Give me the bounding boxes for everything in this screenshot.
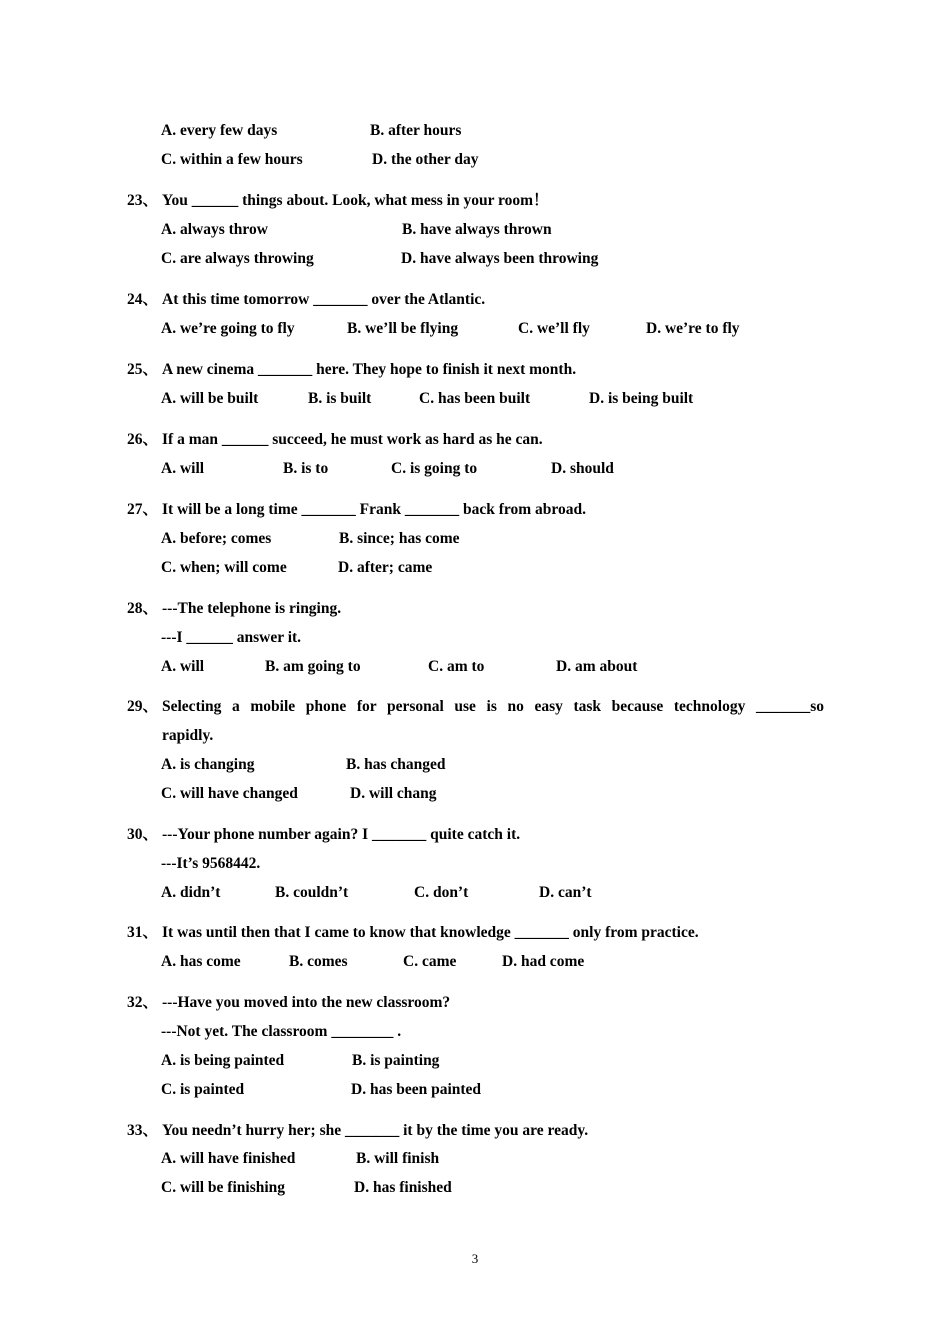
- option-a: A. will have finished: [161, 1150, 296, 1167]
- question-stem: ---The telephone is ringing.: [162, 600, 342, 617]
- question-stem: It will be a long time _______ Frank _______ back from abroad.: [162, 501, 586, 518]
- option-d: D. after; came: [338, 559, 433, 576]
- option-d: D. had come: [502, 953, 585, 970]
- option-b: B. couldn’t: [275, 884, 349, 901]
- question-number: 29、: [127, 698, 159, 715]
- question-number: 25、: [127, 361, 159, 378]
- option-b: B. comes: [289, 953, 348, 970]
- option-c: C. within a few hours: [161, 151, 303, 168]
- question-stem-line-2: rapidly.: [162, 727, 214, 744]
- question-stem: ---Have you moved into the new classroom?: [162, 994, 451, 1011]
- option-b: B. is to: [283, 460, 329, 477]
- option-d: D. should: [551, 460, 614, 477]
- option-c: C. we’ll fly: [518, 320, 590, 337]
- option-d: D. can’t: [539, 884, 592, 901]
- option-a: A. will: [161, 460, 205, 477]
- question-number: 23、: [127, 192, 159, 209]
- option-a: A. will be built: [161, 390, 259, 407]
- question-number: 26、: [127, 431, 159, 448]
- option-a: A. we’re going to fly: [161, 320, 295, 337]
- option-c: C. came: [403, 953, 457, 970]
- option-d: D. am about: [556, 658, 638, 675]
- option-b: B. is built: [308, 390, 372, 407]
- option-b: B. we’ll be flying: [347, 320, 459, 337]
- question-stem: It was until then that I came to know that knowledge _______ only from practice.: [162, 924, 699, 941]
- option-a: A. every few days: [161, 122, 278, 139]
- option-b: B. have always thrown: [402, 221, 552, 238]
- option-a: A. is being painted: [161, 1052, 285, 1069]
- option-a: A. before; comes: [161, 530, 272, 547]
- question-stem: If a man ______ succeed, he must work as hard as he can.: [162, 431, 543, 448]
- option-d: D. has finished: [354, 1179, 452, 1196]
- question-stem: A new cinema _______ here. They hope to finish it next month.: [162, 361, 577, 378]
- option-d: D. have always been throwing: [401, 250, 599, 267]
- option-c: C. when; will come: [161, 559, 287, 576]
- page-number: 3: [471, 1251, 479, 1266]
- option-d: D. we’re to fly: [646, 320, 740, 337]
- question-stem: ---Your phone number again? I _______ quite catch it.: [162, 826, 521, 843]
- question-number: 24、: [127, 291, 159, 308]
- option-b: B. since; has come: [339, 530, 460, 547]
- option-b: B. will finish: [356, 1150, 440, 1167]
- question-number: 33、: [127, 1122, 159, 1139]
- option-a: A. will: [161, 658, 205, 675]
- question-stem: You ______ things about. Look, what mess in your room！: [162, 192, 549, 209]
- option-c: C. will be finishing: [161, 1179, 286, 1196]
- option-d: D. has been painted: [351, 1081, 482, 1098]
- question-number: 30、: [127, 826, 159, 843]
- question-stem: You needn’t hurry her; she _______ it by the time you are ready.: [162, 1122, 589, 1139]
- option-d: D. the other day: [372, 151, 479, 168]
- option-d: D. is being built: [589, 390, 694, 407]
- question-stem-line-2: ---I ______ answer it.: [161, 629, 302, 646]
- option-a: A. didn’t: [161, 884, 221, 901]
- question-stem: Selecting a mobile phone for personal use is no easy task because technology _______so: [162, 698, 824, 715]
- option-d: D. will chang: [350, 785, 437, 802]
- question-number: 27、: [127, 501, 159, 518]
- question-stem-line-2: ---Not yet. The classroom ________ .: [161, 1023, 402, 1040]
- option-c: C. am to: [428, 658, 485, 675]
- option-b: B. after hours: [370, 122, 462, 139]
- option-a: A. is changing: [161, 756, 255, 773]
- option-c: C. is painted: [161, 1081, 245, 1098]
- option-a: A. has come: [161, 953, 241, 970]
- option-c: C. is going to: [391, 460, 478, 477]
- question-stem: At this time tomorrow _______ over the Atlantic.: [162, 291, 486, 308]
- option-c: C. has been built: [419, 390, 531, 407]
- question-number: 28、: [127, 600, 159, 617]
- option-b: B. am going to: [265, 658, 361, 675]
- question-stem-line-2: ---It’s 9568442.: [161, 855, 261, 872]
- question-number: 32、: [127, 994, 159, 1011]
- option-a: A. always throw: [161, 221, 268, 238]
- option-b: B. has changed: [346, 756, 446, 773]
- question-number: 31、: [127, 924, 159, 941]
- option-c: C. don’t: [414, 884, 469, 901]
- option-b: B. is painting: [352, 1052, 440, 1069]
- option-c: C. will have changed: [161, 785, 298, 802]
- option-c: C. are always throwing: [161, 250, 314, 267]
